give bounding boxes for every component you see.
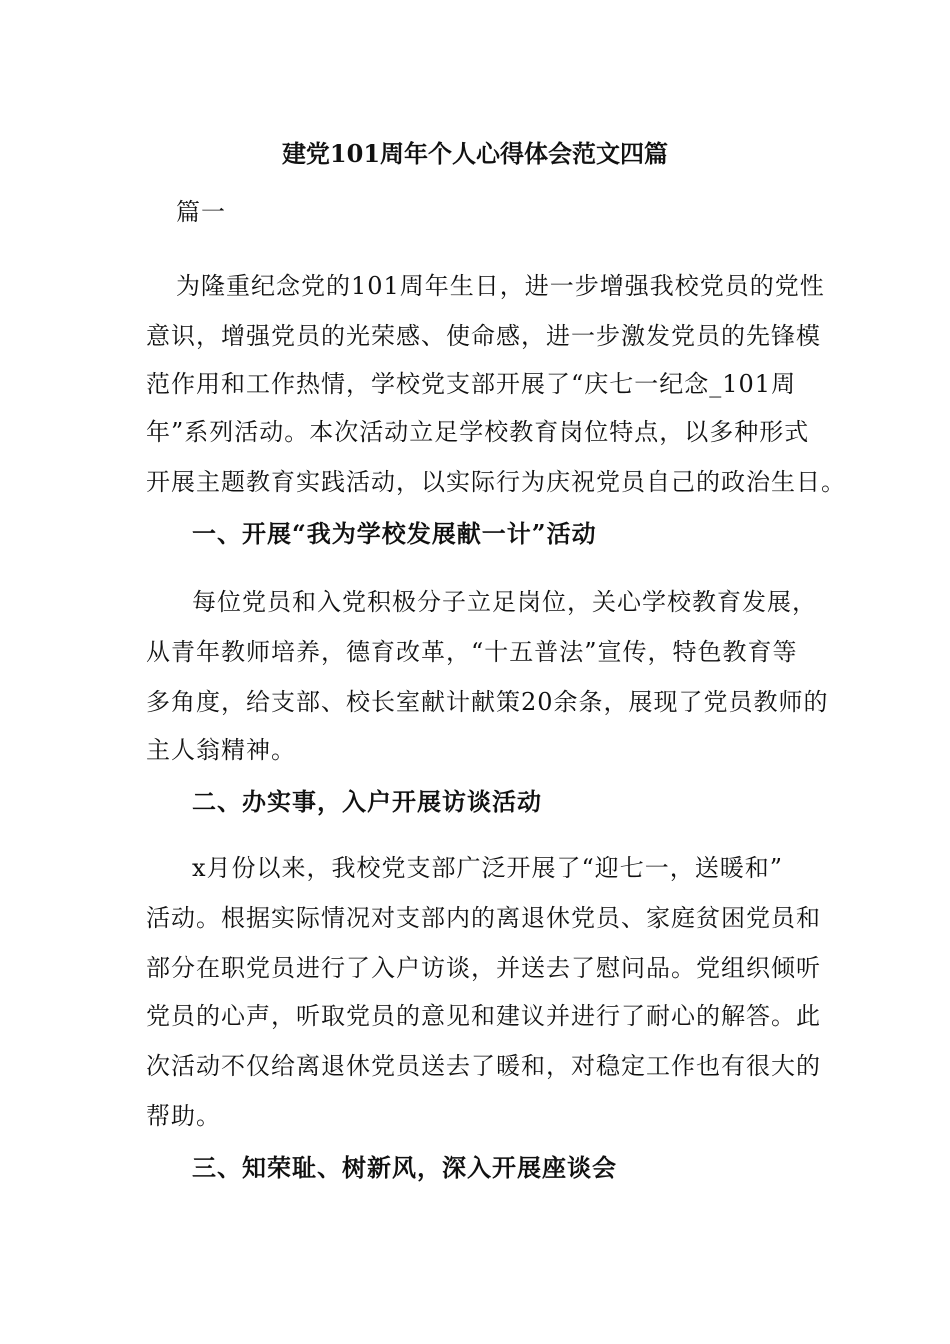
- paragraph-line: 从青年教师培养，德育改革，“十五普法”宣传，特色教育等: [146, 638, 798, 666]
- intro-line: 为隆重纪念党的101周年生日，进一步增强我校党员的党性: [176, 272, 825, 300]
- section-heading: 一、开展“我为学校发展献一计”活动: [192, 519, 597, 548]
- paragraph-line: 多角度，给支部、校长室献计献策20余条，展现了党员教师的: [146, 688, 829, 716]
- intro-line: 开展主题教育实践活动，以实际行为庆祝党员自己的政治生日。: [146, 468, 846, 496]
- section-heading: 三、知荣耻、树新风，深入开展座谈会: [192, 1153, 617, 1182]
- intro-line: 意识，增强党员的光荣感、使命感，进一步激发党员的先锋模: [146, 322, 821, 350]
- intro-line: 范作用和工作热情，学校党支部开展了“庆七一纪念_101周: [146, 370, 797, 398]
- paragraph-line: x月份以来，我校党支部广泛开展了“迎七一，送暖和”: [192, 854, 784, 882]
- paragraph-line: 次活动不仅给离退休党员送去了暖和，对稳定工作也有很大的: [146, 1052, 821, 1080]
- paragraph-line: 每位党员和入党积极分子立足岗位，关心学校教育发展，: [192, 588, 817, 616]
- document-title: 建党101周年个人心得体会范文四篇: [281, 139, 669, 168]
- paragraph-line: 主人翁精神。: [146, 736, 296, 764]
- section-heading: 二、办实事，入户开展访谈活动: [192, 787, 542, 816]
- paragraph-line: 活动。根据实际情况对支部内的离退休党员、家庭贫困党员和: [146, 904, 821, 932]
- paragraph-line: 帮助。: [146, 1102, 221, 1130]
- paragraph-line: 党员的心声，听取党员的意见和建议并进行了耐心的解答。此: [146, 1002, 821, 1030]
- paragraph-line: 部分在职党员进行了入户访谈，并送去了慰问品。党组织倾听: [146, 954, 821, 982]
- section-label: 篇一: [176, 198, 226, 226]
- intro-line: 年”系列活动。本次活动立足学校教育岗位特点，以多种形式: [146, 418, 810, 446]
